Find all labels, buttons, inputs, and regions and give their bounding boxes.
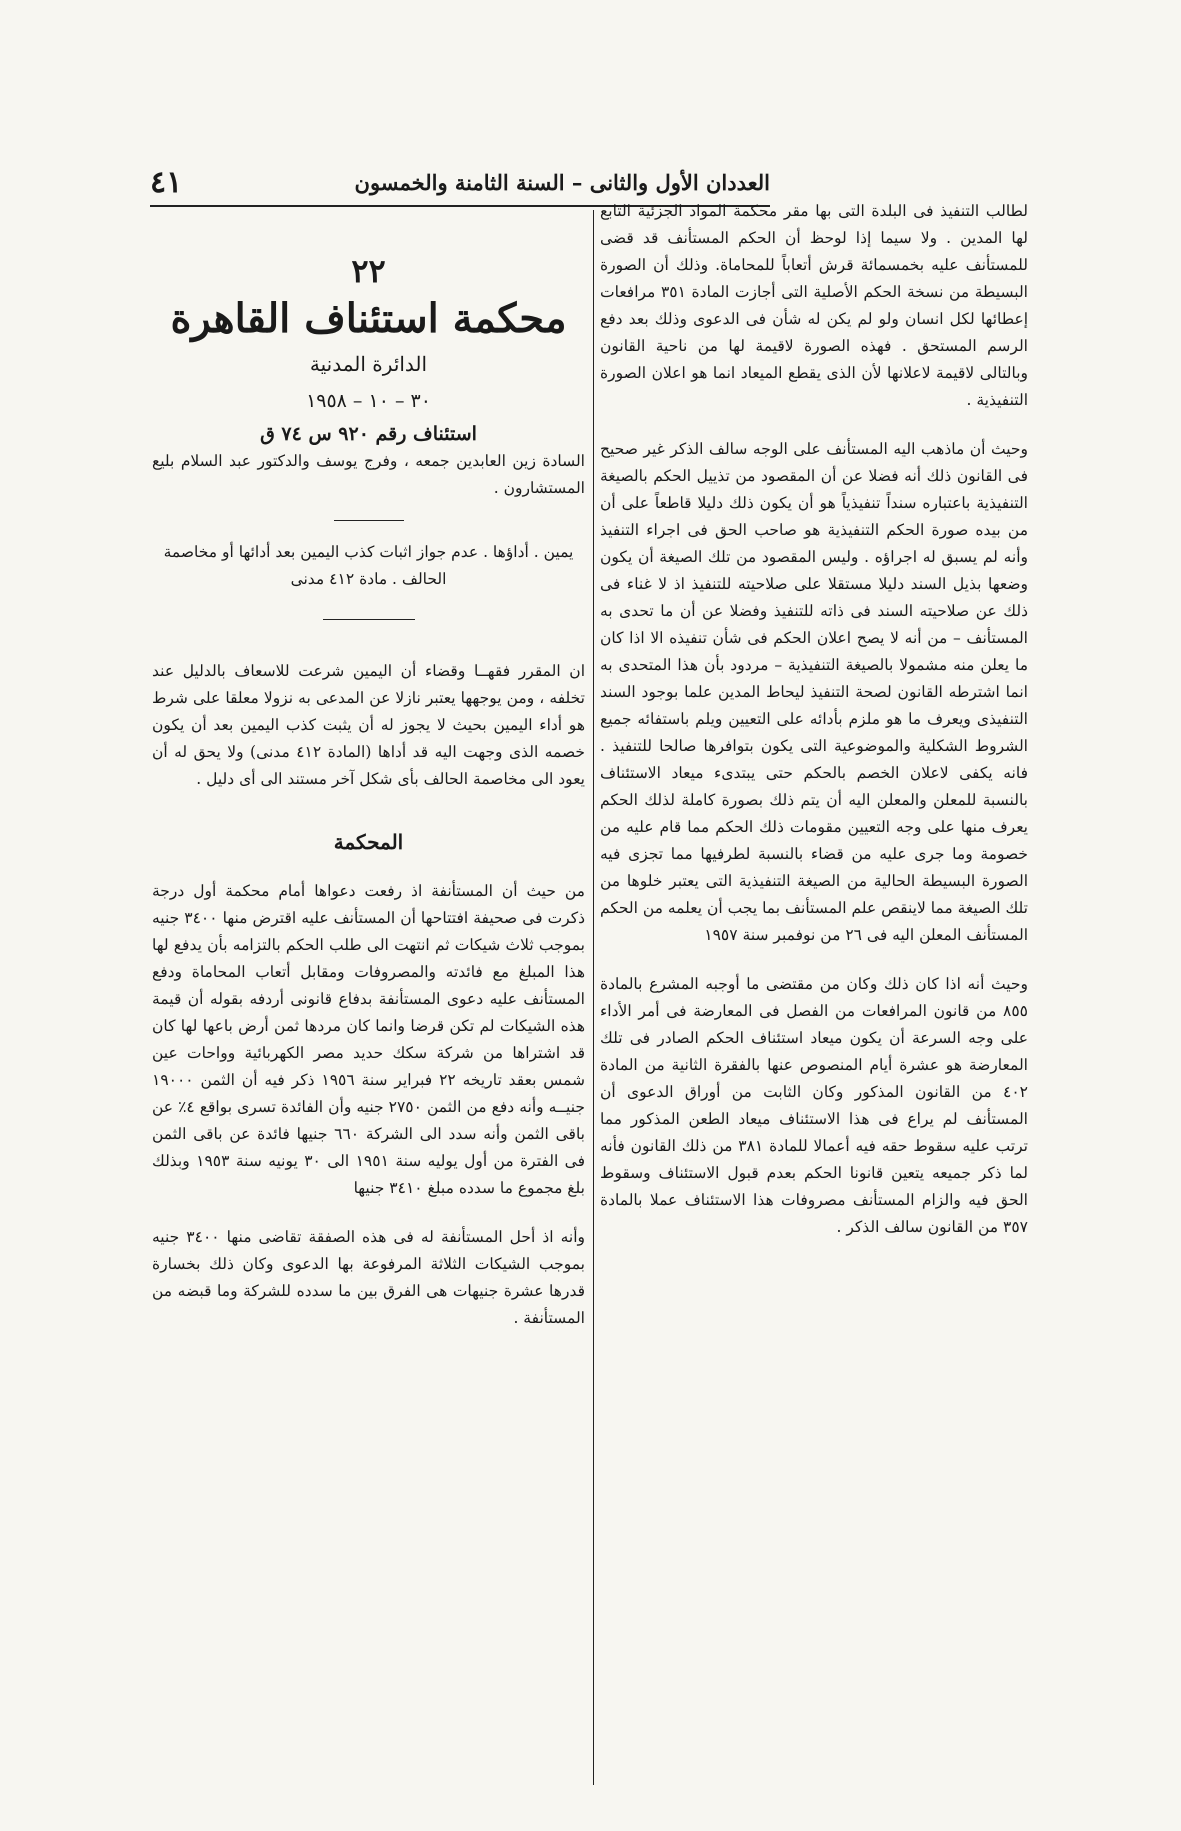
left-body-paragraph-2: وأنه اذ أحل المستأنفة له فى هذه الصفقة تقاضى منها ٣٤٠٠ جنيه بموجب الشيكات الثلاثة المرفوعة بها الدعوى وكان ذلك بخسارة قدرها عشرة جنيهات هى الفرق بين ما سدده للشركة وما قبضه من المستأنفة . [152,1228,585,1327]
page-header [150,162,770,202]
right-column [600,198,1028,1241]
headnote-keywords: يمين . أداؤها . عدم جواز اثبات كذب اليمين بعد أدائها أو مخاصمة الحالف . مادة ٤١٢ مدنى [163,543,574,588]
right-paragraph-1: لطالب التنفيذ فى البلدة التى بها مقر محكمة المواد الجزئية التابع لها المدين . ولا سيما إذا لوحظ أن الحكم المستأنف قد قضى للمستأنف عليه بخمسمائة قرش أتعاباً للمحاماة. وذلك أن الصورة البسيطة من نسخة الحكم الأصلية التى أجازت المادة ٣٥١ مرافعات إعطائها لكل انسان ولو لم يكن له شأن فى الدعوى وذلك بعد دفع الرسم المستحق . فهذه الصورة لاقيمة لها من ناحية القانون وبالتالى لاقيمة لاعلانها لأن الذى يقطع الميعاد انما هو اعلان الصورة التنفيذية . [600,202,1028,409]
page-number: ٤١ [150,164,183,200]
right-paragraph-2: وحيث أن ماذهب اليه المستأنف على الوجه سالف الذكر غير صحيح فى القانون ذلك أنه فضلا عن أن المقصود من تذييل الحكم بالصيغة التنفيذية باعتباره سنداً تنفيذياً هو أن يكون ذلك دليلا قاطعاً على أن من بيده صورة الحكم التنفيذية هو صاحب الحق فى اجراء التنفيذ وأنه لم يسبق له اجراؤه . وليس المقصود من تلك الصيغة أن يكون وضعها بذيل السند دليلا مستقلا على صلاحيته للتنفيذ اذ لا غناء فى ذلك عن صلاحيته السند فى ذاته للتنفيذ وفضلا عن أن ما تحدى به المستأنف – من أنه لا يصح اعلان الحكم فى شأن تنفيذه الا اذا كان ما يعلن منه مشمولا بالصيغة التنفيذية – مردود بأن هذا المتحدى به انما اشترطه القانون لصحة التنفيذ ليحاط المدين علما بوجود السند التنفيذى ويعرف ما هو ملزم بأدائه على التعيين ويلم باستفائه جميع الشروط الشكلية والموضوعية التى يكون بتوافرها صالحا للتنفيذ . فانه يكفى لاعلان الخصم بالحكم حتى يبتدىء ميعاد الاستئناف بالنسبة للمعلن والمعلن اليه أن يتم ذلك بصورة كاملة لذلك الحكم يعرف منها على وجه التعيين مقومات ذلك الحكم مما قام عليه من خصومة وما جرى عليه من قضاء بالنسبة لطرفيها مما تجزى فيه الصورة البسيطة الحالية من الصيغة التنفيذية التى يعتبر خلوها من تلك الصيغة مما لاينقص علم المستأنف بما يجب أن يعلمه من الحكم المستأنف المعلن اليه فى ٢٦ من نوفمبر سنة ١٩٥٧ [600,440,1028,944]
separator-rule [334,520,404,521]
left-column [152,198,585,1332]
circuit-name: الدائرة المدنية [309,352,428,376]
separator-rule [323,619,415,620]
running-title: العددان الأول والثانى – السنة الثامنة والخمسون [354,169,770,195]
headnote-summary: ان المقرر فقهــا وقضاء أن اليمين شرعت للاسعاف بالدليل عند تخلفه ، ومن يوجهها يعتبر نازلا عن المدعى به نزولا معلقا على شرط هو أداء اليمين بحيث لا يجوز له أن يثبت كذب اليمين بعد أن يكون خصمه الذى وجهت اليه قد أداها (المادة ٤١٢ مدنى) ولا يحق له أن يعود الى مخاصمة الحالف بأى شكل آخر مستند الى أى دليل . [152,662,586,788]
left-body-paragraph-1: من حيث أن المستأنفة اذ رفعت دعواها أمام محكمة أول درجة ذكرت فى صحيفة افتتاحها أن المستأنف عليه اقترض منها ٣٤٠٠ جنيه بموجب ثلاث شيكات ثم انتهت الى طلب الحكم بالتزامه بأن يدفع لها هذا المبلغ مع فائدته والمصروفات ومقابل أتعاب المحاماة ودفع المستأنف عليه دعوى المستأنفة بدفاع قانونى أردفه بقوله أن قيمة هذه الشيكات لم تكن قرضا وانما كان مردها ثمن أرض باعها لها كان قد اشتراها من شركة سكك حديد مصر الكهربائية وواحات عين شمس بعقد تاريخه ٢٢ فبراير سنة ١٩٥٦ ذكر فيه أن الثمن ١٩٠٠٠ جنيــه وأنه دفع من الثمن ٢٧٥٠ جنيه وأن الفائدة تسرى بواقع ٤٪ عن باقى الثمن وأنه سدد الى الشركة ٦٦٠ جنيها فائدة عن باقى الثمن فى الفترة من أول يوليه سنة ١٩٥١ الى ٣٠ يونيه سنة ١٩٥٣ وبذلك بلغ مجموع ما سدده مبلغ ٣٤١٠ جنيها [152,882,585,1197]
judges-panel: السادة زين العابدين جمعه ، وفرج يوسف والدكتور عبد السلام بليع المستشارون . [152,452,585,497]
appeal-reference: استئناف رقم ٩٢٠ س ٧٤ ق [260,423,477,445]
section-title: المحكمة [333,830,404,854]
right-paragraph-3: وحيث أنه اذا كان ذلك وكان من مقتضى ما أوجبه المشرع بالمادة ٨٥٥ من قانون المرافعات من الفصل فى المعارضة فى أمر الأداء على وجه السرعة أن يكون ميعاد استئناف الحكم الصادر فى تلك المعارضة هو عشرة أيام المنصوص عنها بالفقرة الثانية من المادة ٤٠٢ من القانون المذكور وكان الثابت من أوراق الدعوى أن المستأنف لم يراع فى هذا الاستئناف ميعاد الطعن المذكور مما ترتب عليه سقوط حقه فيه أعمالا للمادة ٣٨١ من ذلك القانون فأنه لما ذكر جميعه يتعين قانونا الحكم بعدم قبول الاستئناف وسقوط الحق فيه والزام المستأنف مصروفات هذا الاستئناف عملا بالمادة ٣٥٧ من القانون سالف الذكر . [600,975,1028,1236]
judgment-date: ٣٠ – ١٠ – ١٩٥٨ [306,390,431,412]
column-divider [593,210,594,1785]
case-number: ٢٢ [351,252,386,290]
court-name: محكمة استئناف القاهرة [170,295,567,342]
